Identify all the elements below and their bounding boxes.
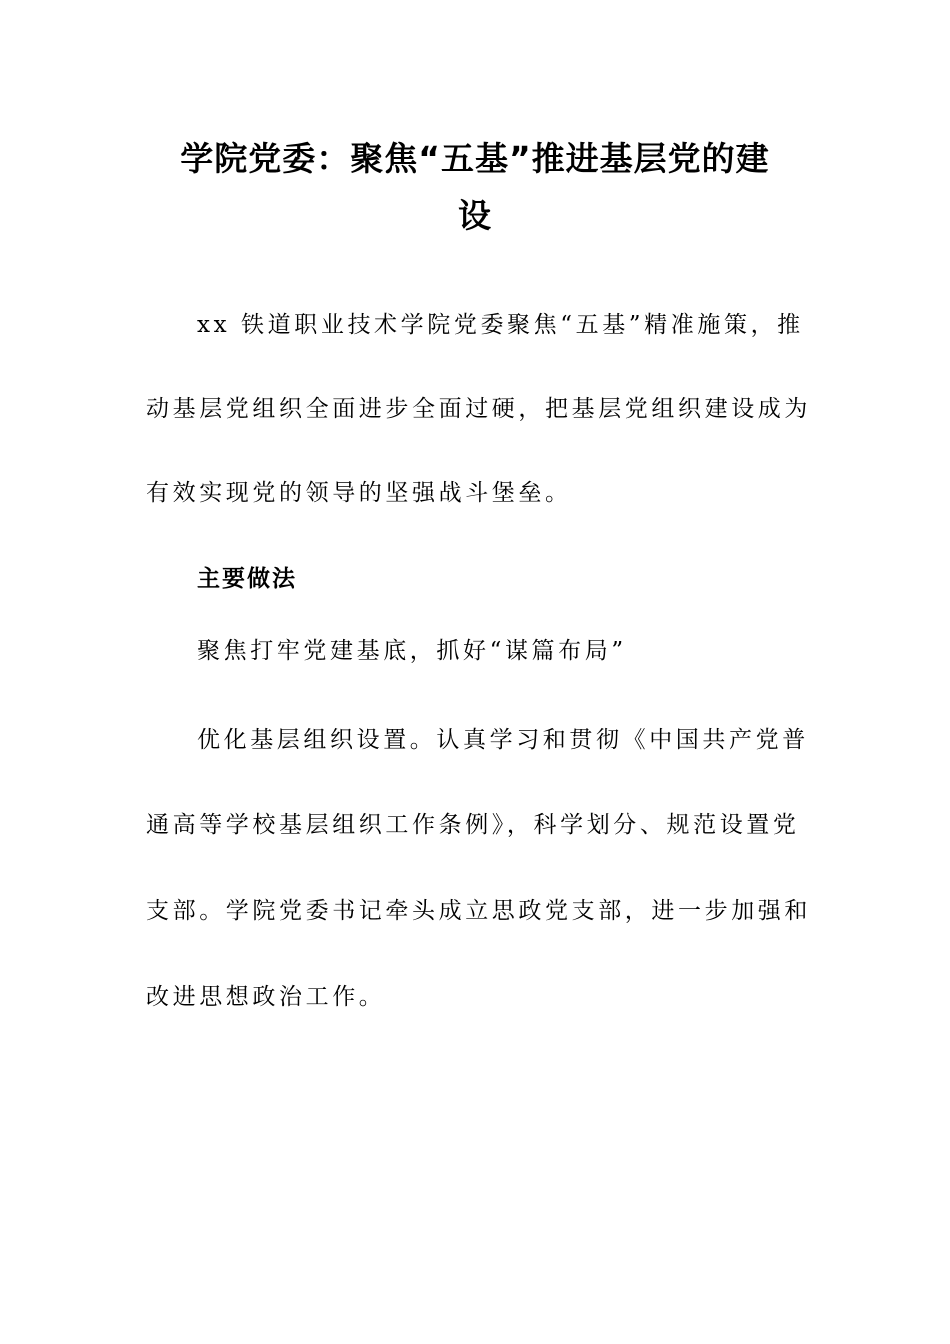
document-title-line-1: 学院党委：聚焦“五基”推进基层党的建 xyxy=(180,139,770,178)
intro-line-2: 动基层党组织全面进步全面过硬，把基层党组织建设成为 xyxy=(146,396,811,422)
intro-line-1: xx 铁道职业技术学院党委聚焦“五基”精准施策，推 xyxy=(197,312,804,338)
body-line-3: 支部。学院党委书记牵头成立思政党支部，进一步加强和 xyxy=(146,898,811,924)
body-line-2: 通高等学校基层组织工作条例》，科学划分、规范设置党 xyxy=(146,812,800,838)
subheading: 聚焦打牢党建基底，抓好“谋篇布局” xyxy=(197,638,627,664)
intro-line-3: 有效实现党的领导的坚强战斗堡垒。 xyxy=(146,480,572,506)
body-line-4: 改进思想政治工作。 xyxy=(146,984,386,1010)
document-title-line-2: 设 xyxy=(458,196,492,235)
body-line-1: 优化基层组织设置。认真学习和贯彻《中国共产党普 xyxy=(197,727,809,753)
section-heading: 主要做法 xyxy=(197,566,297,592)
